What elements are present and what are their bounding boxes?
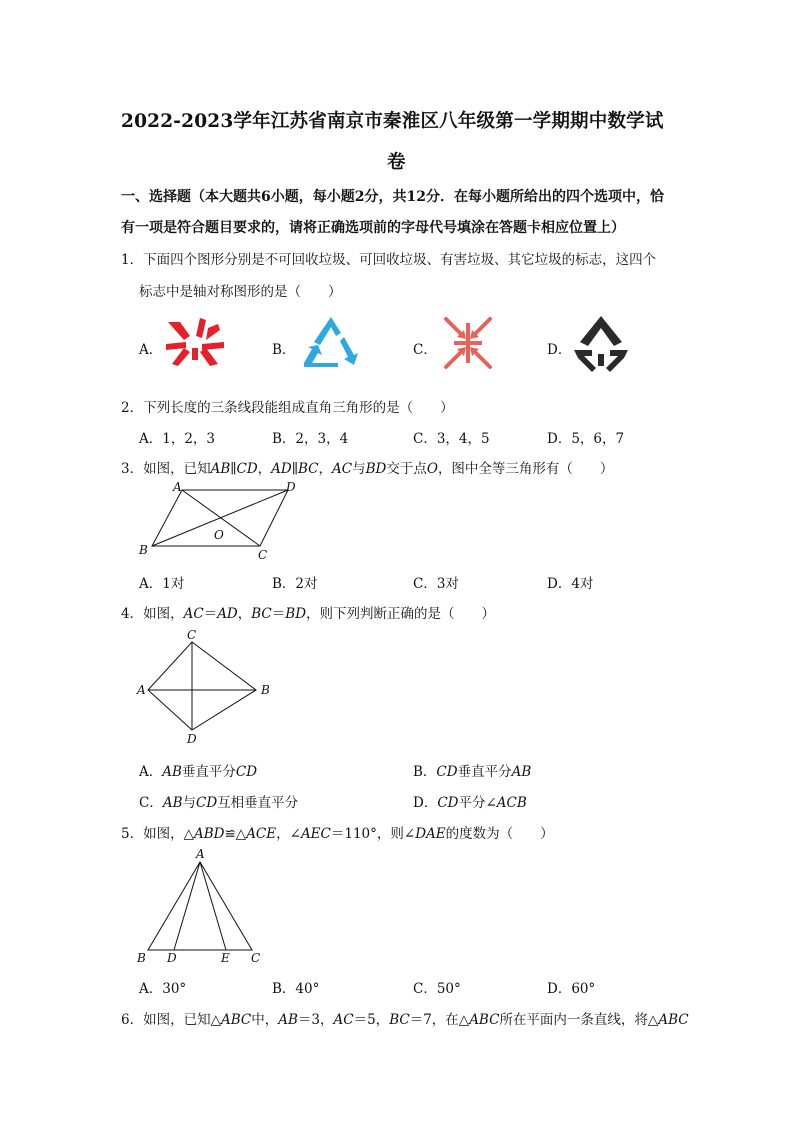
q5-congruent-symbol: ≌△ — [224, 826, 247, 842]
q3-label-c: C — [258, 548, 268, 562]
q5-label-b: B — [137, 951, 146, 965]
q3-option-d: D．4对 — [547, 576, 594, 592]
q6-var-ab: AB — [278, 1012, 298, 1028]
q3-text: 交于点 — [386, 461, 427, 477]
q4-label-a: A — [137, 683, 146, 697]
q2-stem: 2．下列长度的三条线段能组成直角三角形的是（ ） — [121, 400, 454, 416]
q6-var-abc: ABC — [220, 1012, 252, 1028]
q4-equals: ＝ — [271, 606, 286, 622]
q4-option-a: A．AB垂直平分CD — [139, 764, 258, 780]
q1-option-b: B． — [272, 342, 296, 358]
q5-var-ace: ACE — [246, 826, 277, 842]
q4-label-c: C — [187, 628, 197, 642]
q3-var-bc: BC — [298, 461, 319, 477]
q5-stem-text: 5．如图，△ — [121, 826, 194, 842]
q4-var-bc: BC — [251, 606, 272, 622]
q6-text: 所在平面内一条直线，将△ — [499, 1012, 659, 1028]
q5-stem — [121, 822, 554, 842]
q3-text: 与 — [352, 461, 366, 477]
q6-stem — [121, 1008, 689, 1028]
q5-stem-tail: 的度数为（ ） — [445, 826, 554, 842]
q1-stem-line2: 标志中是轴对称图形的是（ ） — [139, 284, 342, 300]
q6-var-abc: ABC — [658, 1012, 689, 1028]
red-cross-arrows-logo-icon — [440, 315, 496, 371]
section-heading-line2: 有一项是符合题目要求的，请将正确选项前的字母代号填涂在答题卡相应位置上） — [121, 220, 625, 236]
q3-comma: ， — [257, 461, 272, 477]
q4-var-ac: AC — [183, 606, 204, 622]
q6-value: ＝7，在△ — [409, 1012, 470, 1028]
q6-var-bc: BC — [389, 1012, 410, 1028]
q2-option-c: C．3，4，5 — [413, 431, 490, 447]
q5-label-e: E — [221, 951, 230, 965]
q4-option-d: D．CD平分∠ACB — [413, 795, 527, 811]
q4-var-ad: AD — [217, 606, 238, 622]
q3-var-ad: AD — [271, 461, 292, 477]
q4-stem — [121, 602, 495, 622]
q4-kite-figure — [134, 628, 278, 746]
q6-var-ac: AC — [333, 1012, 354, 1028]
q3-parallelogram-figure — [136, 480, 306, 562]
q3-label-o: O — [214, 528, 224, 542]
q4-comma: ， — [237, 606, 252, 622]
q4-option-b: B．CD垂直平分AB — [413, 764, 532, 780]
q3-option-b: B．2对 — [272, 576, 318, 592]
q5-option-d: D．60° — [547, 981, 596, 997]
q5-option-b: B．40° — [272, 981, 320, 997]
q3-var-bd: BD — [365, 461, 387, 477]
section-heading-line1: 一、选择题（本大题共6小题，每小题2分，共12分．在每小题所给出的四个选项中，恰 — [121, 189, 664, 205]
q4-stem-text: 4．如图， — [121, 606, 184, 622]
q3-var-ab: AB — [210, 461, 231, 477]
q3-stem — [121, 457, 613, 477]
q3-option-c: C．3对 — [413, 576, 459, 592]
q2-option-d: D．5，6，7 — [547, 431, 625, 447]
q4-label-d: D — [187, 732, 197, 746]
q1-option-d: D． — [547, 342, 572, 358]
q3-parallel-symbol: ∥ — [291, 461, 298, 477]
q6-var-abc: ABC — [469, 1012, 500, 1028]
q5-label-c: C — [251, 951, 261, 965]
q3-label-a: A — [173, 480, 182, 494]
q5-var-abd: ABD — [193, 826, 225, 842]
q6-value: ＝3， — [297, 1012, 334, 1028]
q3-stem-text: 3．如图，已知 — [121, 461, 211, 477]
q6-value: ＝5， — [353, 1012, 390, 1028]
q4-var-bd: BD — [285, 606, 307, 622]
black-arrows-logo-icon — [574, 316, 628, 372]
q1-option-a: A． — [139, 342, 163, 358]
q3-var-o: O — [426, 461, 438, 477]
q3-label-d: D — [286, 480, 296, 494]
q6-stem-text: 6．如图，已知△ — [121, 1012, 221, 1028]
q2-option-b: B．2，3，4 — [272, 431, 349, 447]
q5-angle-symbol: ，∠ — [276, 826, 301, 842]
exam-title-line2: 卷 — [387, 152, 406, 173]
q3-option-a: A．1对 — [139, 576, 185, 592]
q1-option-c: C． — [413, 342, 437, 358]
q4-option-c: C．AB与CD互相垂直平分 — [139, 795, 299, 811]
q4-equals: ＝ — [203, 606, 218, 622]
q5-option-c: C．50° — [413, 981, 461, 997]
red-arrows-logo-icon — [166, 318, 226, 368]
q5-triangle-figure — [136, 846, 266, 968]
exam-title-line1: 2022-2023学年江苏省南京市秦淮区八年级第一学期期中数学试 — [121, 111, 664, 132]
q5-label-d: D — [167, 951, 177, 965]
q5-value: ＝110°，则∠ — [330, 826, 416, 842]
q5-label-a: A — [196, 847, 205, 861]
q6-text: 中， — [251, 1012, 279, 1028]
q5-option-a: A．30° — [139, 981, 187, 997]
q3-comma: ， — [318, 461, 333, 477]
q3-stem-tail: ，图中全等三角形有（ ） — [437, 461, 614, 477]
blue-recycle-logo-icon — [300, 315, 362, 369]
q3-parallel-symbol: ∥ — [230, 461, 237, 477]
q4-label-b: B — [261, 683, 270, 697]
q3-label-b: B — [139, 543, 148, 557]
q1-stem-line1: 1．下面四个图形分别是不可回收垃圾、可回收垃圾、有害垃圾、其它垃圾的标志，这四个 — [121, 252, 657, 268]
q5-var-aec: AEC — [300, 826, 331, 842]
q5-var-dae: DAE — [415, 826, 446, 842]
q2-option-a: A．1，2，3 — [139, 431, 216, 447]
q3-var-ac: AC — [332, 461, 353, 477]
q3-var-cd: CD — [236, 461, 258, 477]
q4-stem-tail: ，则下列判断正确的是（ ） — [306, 606, 496, 622]
